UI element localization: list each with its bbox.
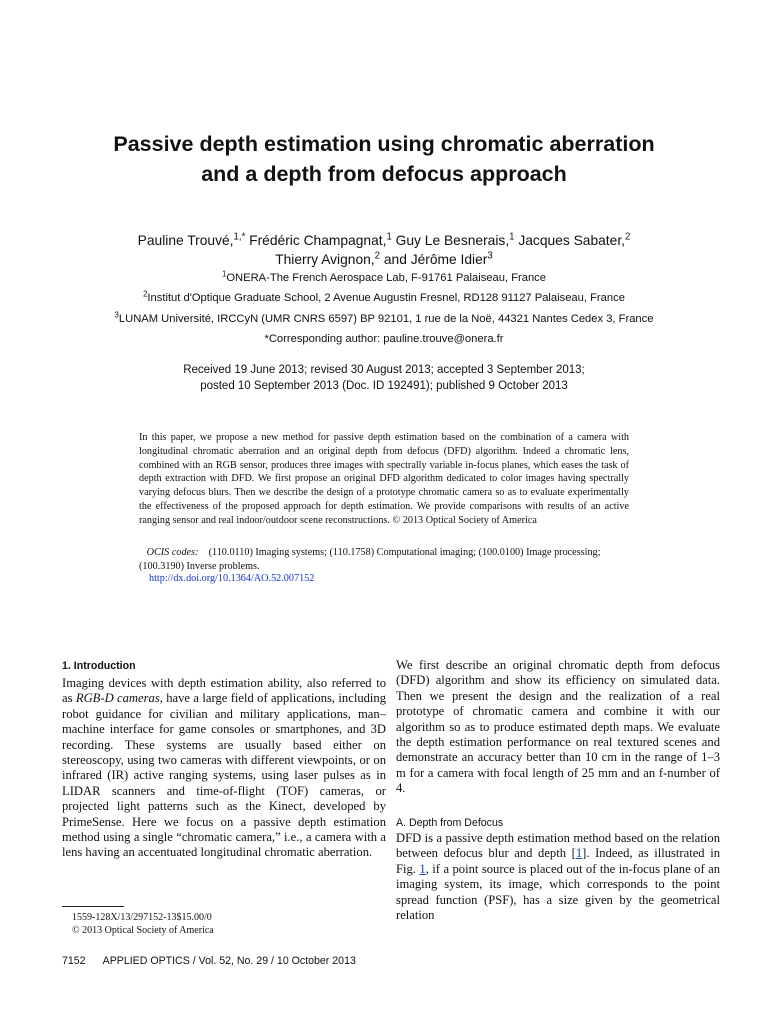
affiliation-2 bbox=[0, 289, 768, 304]
author-line-1 bbox=[0, 231, 768, 250]
ocis-label: OCIS codes: bbox=[146, 547, 199, 558]
author-list bbox=[0, 231, 768, 269]
author-affiliation-mark: 1 bbox=[386, 231, 392, 243]
section-heading-introduction: 1. Introduction bbox=[62, 660, 136, 672]
affiliation-text: ONERA-The French Aerospace Lab, F-91761 Palaiseau, France bbox=[226, 272, 546, 284]
author-affiliation-mark: 2 bbox=[374, 250, 381, 262]
title-line-2: and a depth from defocus approach bbox=[201, 162, 567, 186]
affiliation-text: LUNAM Université, IRCCyN (UMR CNRS 6597) BP 92101, 1 rue de la Noë, 44321 Nantes Cedex 3, France bbox=[118, 313, 654, 325]
footnote-line-1: 1559-128X/13/297152-13$15.00/0 bbox=[72, 912, 212, 923]
author-name: Frédéric Champagnat, bbox=[245, 233, 387, 248]
affiliation-3 bbox=[0, 310, 768, 325]
author-name: Guy Le Besnerais, bbox=[391, 233, 510, 248]
doi-link[interactable]: http://dx.doi.org/10.1364/AO.52.007152 bbox=[149, 573, 315, 584]
title-line-1: Passive depth estimation using chromatic aberration bbox=[113, 132, 655, 156]
ocis-codes bbox=[139, 546, 629, 574]
dfd-text-c: , if a point source is placed out of the in-focus plane of an imaging system, its image, which corresponds to the point spread function (PSF), has a size given by the geometrical relation bbox=[396, 861, 720, 923]
affiliation-mark: 1 bbox=[222, 269, 227, 279]
ocis-text: (110.0110) Imaging systems; (110.1758) Computational imaging; (100.0100) Image processing; (100.3190) Inverse problems. bbox=[139, 547, 601, 572]
citation-link[interactable]: 1 bbox=[575, 846, 583, 861]
footnote-line-2: © 2013 Optical Society of America bbox=[72, 925, 214, 936]
author-affiliation-mark: 1 bbox=[509, 231, 515, 243]
author-affiliation-mark: 2 bbox=[624, 231, 631, 243]
figure-link[interactable]: 1 bbox=[419, 861, 426, 876]
author-name: Thierry Avignon, bbox=[275, 252, 375, 267]
affiliation-mark: 2 bbox=[143, 289, 148, 299]
affiliation-1 bbox=[0, 269, 768, 284]
author-line-2 bbox=[0, 250, 768, 269]
intro-text-end: , have a large field of applications, including robot guidance for civilian and military applications, man–machine interface for game consoles or smartphones, and 3D recording. These systems are usually based either on stereoscopy, using two cameras with different viewpoints, or on infrared (IR) active ranging systems, using laser pulses as in LIDAR scanners and time-of-flight (TOF) cameras, or projected light patterns such as the Kinect, developed by PrimeSense. Here we focus on a passive depth estimation method using a single “chromatic camera,” i.e., a camera with a lens having an accentuated longitudinal chromatic aberration. bbox=[62, 691, 387, 860]
author-affiliation-mark: 3 bbox=[487, 250, 493, 262]
intro-paragraph bbox=[62, 676, 386, 861]
abstract: In this paper, we propose a new method for passive depth estimation based on the combination of a camera with longitudinal chromatic aberration and an original depth from defocus (DFD) algorithm. Indeed a chromatic lens, combined with an RGB sensor, produces three images with spectrally variable in-focus planes, which eases the task of depth extraction with DFD. We first propose an original DFD algorithm dedicated to color images having spectrally varying defocus blurs. Then we describe the design of a prototype chromatic camera so as to evaluate experimentally the effectiveness of the proposed approach for depth estimation. We provide comparisons with results of an active ranging sensor and real indoor/outdoor scene reconstructions. © 2013 Optical Society of America bbox=[139, 432, 629, 526]
subsection-heading-dfd: A. Depth from Defocus bbox=[396, 817, 504, 829]
author-affiliation-mark: 1,* bbox=[233, 231, 246, 243]
page-footer: 7152 APPLIED OPTICS / Vol. 52, No. 29 / 10 October 2013 bbox=[62, 955, 356, 967]
affiliation-text: Institut d'Optique Graduate School, 2 Avenue Augustin Fresnel, RD128 91127 Palaiseau, France bbox=[147, 292, 625, 304]
footnote bbox=[62, 911, 214, 937]
dates-line-1: Received 19 June 2013; revised 30 August 2013; accepted 3 September 2013; bbox=[183, 364, 585, 376]
intro-text-start: Imaging devices with depth estimation ability, also referred to as bbox=[62, 676, 386, 706]
dfd-text-a: DFD is a passive depth estimation method based on the relation between defocus blur and depth [ bbox=[396, 831, 720, 861]
right-paragraph-1: We first describe an original chromatic depth from defocus (DFD) algorithm and show its efficiency on simulated data. Then we present the design and the realization of a real prototype of chromatic camera and combine it with our algorithm so as to produce estimated depth maps. We evaluate the depth estimation performance on real textured scenes and demonstrate an accuracy better than 10 cm in the range of 1–3 m for a camera with focal length of 25 mm and an f-number of 4. bbox=[396, 658, 720, 796]
publication-dates bbox=[0, 362, 768, 394]
affiliation-mark: 3 bbox=[114, 310, 119, 320]
right-paragraph-2 bbox=[396, 831, 720, 923]
footnote-rule bbox=[62, 906, 124, 907]
paper-title bbox=[0, 129, 768, 189]
intro-emphasis: RGB-D cameras bbox=[75, 691, 160, 706]
corresponding-author: *Corresponding author: pauline.trouve@onera.fr bbox=[264, 333, 504, 345]
author-name: and Jérôme Idier bbox=[380, 252, 488, 267]
dates-line-2: posted 10 September 2013 (Doc. ID 192491); published 9 October 2013 bbox=[200, 380, 568, 392]
author-name: Pauline Trouvé, bbox=[137, 233, 234, 248]
dfd-text-b: ]. Indeed, as illustrated in Fig. bbox=[396, 846, 720, 876]
author-name: Jacques Sabater, bbox=[514, 233, 625, 248]
